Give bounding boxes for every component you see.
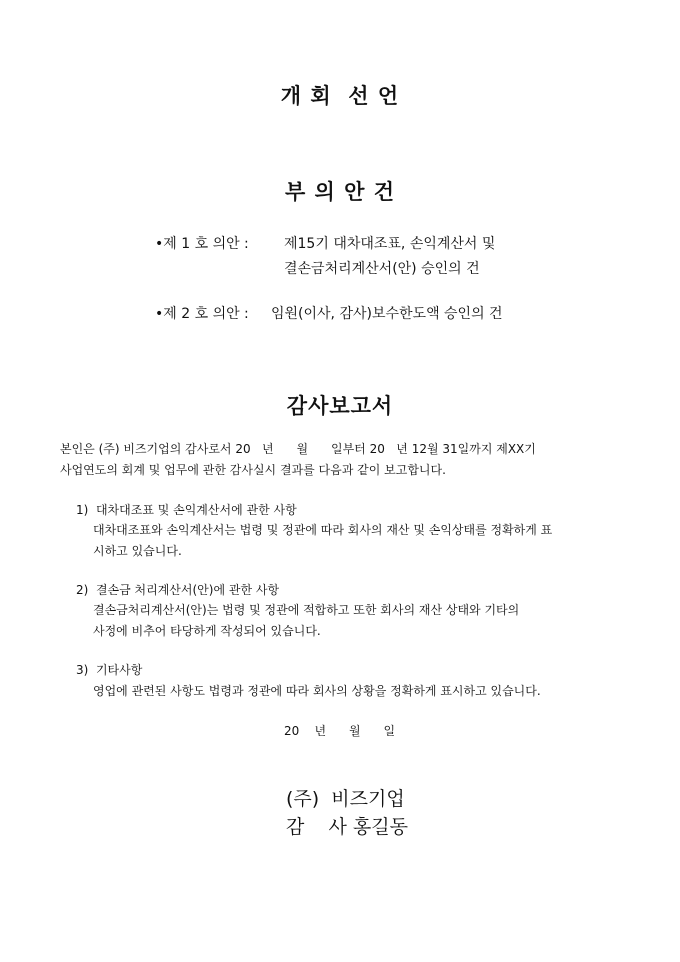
audit-intro-line-2: 사업연도의 회계 및 업무에 관한 감사실시 결과를 다음과 같이 보고합니다. <box>60 463 446 477</box>
page-title: 개 회 선 언 <box>280 84 400 108</box>
section-1-title: 1) 대차대조표 및 손익계산서에 관한 사항 <box>76 503 297 517</box>
signature-auditor: 감 사 홍길동 <box>286 816 408 838</box>
audit-report-heading: 감사보고서 <box>286 394 394 418</box>
section-1-line-2: 시하고 있습니다. <box>93 544 182 558</box>
signature-company: (주) 비즈기업 <box>286 788 405 810</box>
section-2-title: 2) 결손금 처리계산서(안)에 관한 사항 <box>76 583 280 597</box>
section-3-title: 3) 기타사항 <box>76 663 143 677</box>
agenda-item-1-label: •제 1 호 의안 : <box>155 236 249 252</box>
section-3-line-1: 영업에 관련된 사항도 법령과 정관에 따라 회사의 상황을 정확하게 표시하고 있습니다. <box>93 684 541 698</box>
agenda-item-1-line-1: 제15기 대차대조표, 손익계산서 및 <box>284 236 496 252</box>
agenda-item-2-line-1: 임원(이사, 감사)보수한도액 승인의 건 <box>271 306 503 322</box>
agenda-heading: 부 의 안 건 <box>284 180 396 204</box>
section-1-line-1: 대차대조표와 손익계산서는 법령 및 정관에 따라 회사의 재산 및 손익상태를 정확하게 표 <box>93 523 553 537</box>
section-2-line-1: 결손금처리계산서(안)는 법령 및 정관에 적합하고 또한 회사의 재산 상태와 기타의 <box>93 603 520 617</box>
agenda-item-1-line-2: 결손금처리계산서(안) 승인의 건 <box>284 261 480 277</box>
report-date: 20 년 월 일 <box>284 724 396 738</box>
audit-intro-line-1: 본인은 (주) 비즈기업의 감사로서 20 년 월 일부터 20 년 12월 31일까지 제XX기 <box>60 442 536 456</box>
agenda-item-2-label: •제 2 호 의안 : <box>155 306 249 322</box>
section-2-line-2: 사정에 비추어 타당하게 작성되어 있습니다. <box>93 624 321 638</box>
